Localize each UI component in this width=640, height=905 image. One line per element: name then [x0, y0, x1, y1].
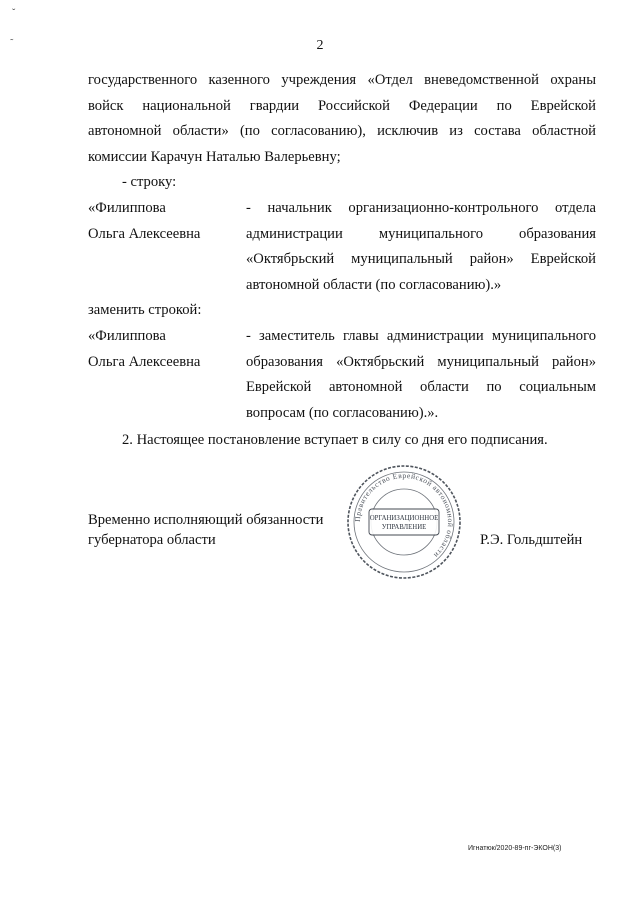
- intro-line: войск национальной гвардии Российской Федерации по Еврейской: [88, 97, 596, 114]
- desc-line: образования «Октябрьский муниципальный район»: [246, 353, 596, 370]
- desc-line: автономной области (по согласованию).»: [246, 276, 502, 293]
- entry-new-name: [88, 324, 238, 375]
- scan-mark: ˷: [10, 30, 14, 41]
- intro-line: государственного казенного учреждения «Отдел вневедомственной охраны: [88, 72, 596, 88]
- position-line: Временно исполняющий обязанности: [88, 512, 324, 528]
- signatory-position: [88, 510, 323, 550]
- entry-old-desc: [246, 196, 596, 298]
- scan-mark: ˇ: [12, 8, 16, 19]
- signatory-name: Р.Э. Гольдштейн: [480, 532, 583, 548]
- stamp-center-line: УПРАВЛЕНИЕ: [381, 524, 427, 531]
- intro-line: автономной области» (по согласованию), исключив из состава областной: [88, 123, 596, 140]
- name-line: «Филиппова: [88, 200, 166, 216]
- position-line: губернатора области: [88, 532, 216, 548]
- desc-line: вопросам (по согласованию).».: [246, 404, 439, 421]
- desc-line: администрации муниципального образования: [246, 225, 596, 242]
- name-line: Ольга Алексеевна: [88, 225, 201, 242]
- stamp-ring-text: Правительство Еврейской автономной области: [352, 470, 456, 561]
- desc-line: - заместитель главы администрации муниципального: [246, 328, 596, 344]
- replace-label: заменить строкой:: [88, 302, 202, 318]
- clause-2: 2. Настоящее постановление вступает в силу со дня его подписания.: [122, 432, 548, 448]
- desc-line: «Октябрьский муниципальный район» Еврейской: [246, 251, 596, 268]
- stamp-center-line: ОРГАНИЗАЦИОННОЕ: [369, 515, 439, 522]
- intro-paragraph: [88, 68, 596, 170]
- name-line: Ольга Алексеевна: [88, 353, 201, 370]
- stroku-label: - строку:: [122, 174, 177, 190]
- name-line: «Филиппова: [88, 328, 166, 344]
- official-seal-stamp: [345, 463, 463, 581]
- entry-new-desc: [246, 324, 596, 426]
- desc-line: Еврейской автономной области по социальным: [246, 379, 596, 396]
- intro-line: комиссии Карачун Наталью Валерьевну;: [88, 148, 341, 165]
- desc-line: - начальник организационно-контрольного отдела: [246, 200, 596, 216]
- document-footer-code: Игнатюк/2020-89-пг-ЭКОН(3): [468, 845, 562, 852]
- entry-old-name: [88, 196, 238, 247]
- page-number: 2: [316, 38, 324, 53]
